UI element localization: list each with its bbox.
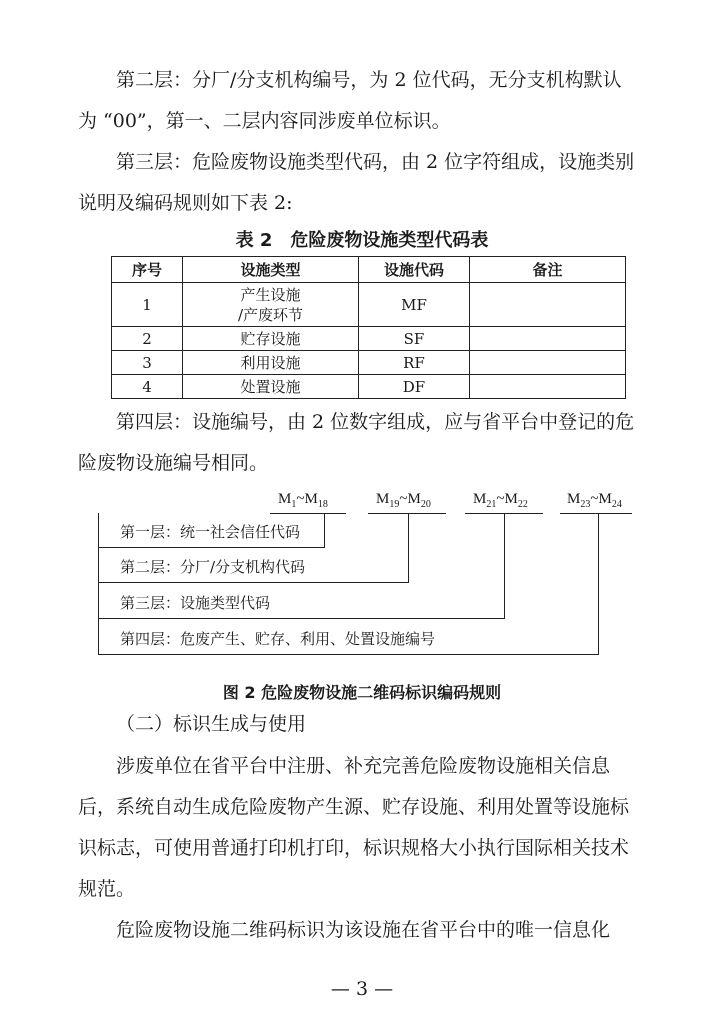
cell-no: 2 [112,327,183,351]
cell-type [183,283,359,327]
layer-3-label: 第三层：设施类型代码 [120,594,271,612]
paragraph-layer-three: 第三层：危险废物设施类型代码，由 2 位字符组成，设施类别说明及编码规则如下表 2: [78,151,635,214]
figure-caption: 图 2 危险废物设施二维码标识编码规则 [222,683,502,702]
section-heading: （二）标识生成与使用 [116,713,307,735]
segment-1-label: $M_1\sim M_{18}$ [278,491,328,510]
segment-4-underline [560,513,632,514]
layer-1-connector [324,513,325,548]
cell-type-line1: 产生设施 [240,285,301,304]
header-code: 设施代码 [359,257,470,283]
cell-type: 处置设施 [183,375,359,399]
cell-type: 贮存设施 [183,327,359,351]
paragraph-layer-four: 第四层：设施编号，由 2 位数字组成，应与省平台中登记的危险废物设施编号相同。 [78,411,635,474]
cell-type: 利用设施 [183,351,359,375]
header-note: 备注 [470,257,626,283]
cell-type-line2: /产废环节 [237,305,304,324]
header-type: 设施类型 [183,257,359,283]
paragraph-layer-two: 第二层：分厂/分支机构编号，为 2 位代码，无分支机构默认为 “00”，第一、二层内容同涉废单位标识。 [78,69,622,132]
segment-3-label: $M_{21}\sim M_{22}$ [473,491,528,510]
facility-type-code-table [111,256,626,399]
segment-2-label: $M_{19}\sim M_{20}$ [376,491,431,510]
table-row [112,327,626,351]
layer-3-line [98,618,505,619]
cell-note [470,283,626,327]
layer-4-label: 第四层：危废产生、贮存、利用、处置设施编号 [120,630,436,648]
segment-1-underline [270,513,346,514]
table-header-row [112,257,626,283]
paragraph-generation: 涉废单位在省平台中注册、补充完善危险废物设施相关信息后，系统自动生成危险废物产生源、贮存设施、利用处置等设施标识标志，可使用普通打印机打印，标识规格大小执行国际相关技术规范。 [78,755,630,900]
cell-code: DF [359,375,470,399]
cell-no: 3 [112,351,183,375]
layer-2-label: 第二层：分厂/分支机构代码 [120,558,306,576]
table-row [112,283,626,327]
header-no: 序号 [112,257,183,283]
cell-no: 1 [112,283,183,327]
layer-4-line [98,654,599,655]
cell-no: 4 [112,375,183,399]
cell-code: SF [359,327,470,351]
cell-note [470,327,626,351]
cell-code: MF [359,283,470,327]
layer-2-line [98,582,409,583]
layer-1-label: 第一层：统一社会信任代码 [120,523,301,541]
page-number: — 3 — [330,978,394,1000]
segment-4-label: $M_{23}\sim M_{24}$ [567,491,622,510]
left-bracket-line [98,513,99,655]
layer-2-connector [408,513,409,583]
cell-note [470,351,626,375]
layer-4-connector [598,513,599,655]
layer-1-line [98,547,325,548]
table-caption: 表 2 危险废物设施类型代码表 [235,230,489,251]
layer-3-connector [504,513,505,619]
table-row [112,351,626,375]
cell-code: RF [359,351,470,375]
segment-2-underline [368,513,446,514]
table-row [112,375,626,399]
paragraph-qr-code: 危险废物设施二维码标识为该设施在省平台中的唯一信息化 [116,919,611,941]
cell-note [470,375,626,399]
